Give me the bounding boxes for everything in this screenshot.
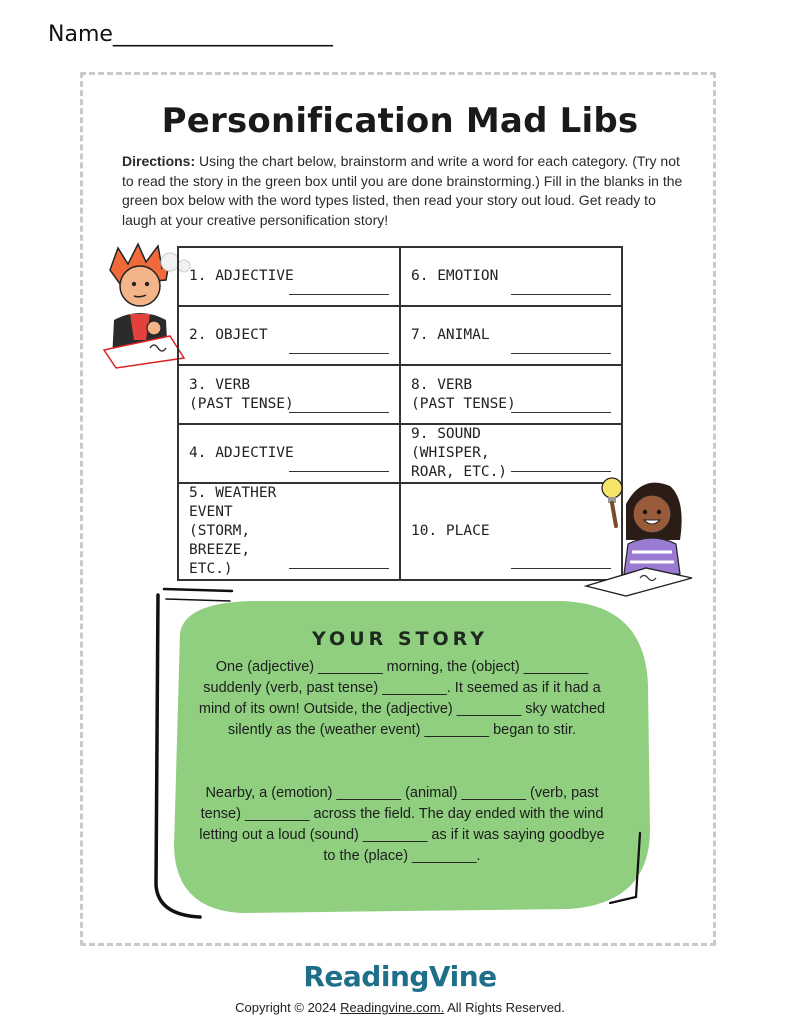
answer-blank-line [289,353,389,354]
readingvine-logo: ReadingVine [303,960,497,993]
chart-cell-label: 2. OBJECT [189,327,268,343]
girl-idea-illustration [582,470,700,598]
chart-cell-adjective-2[interactable] [178,424,400,483]
story-paragraph-1: One (adjective) ________ morning, the (object) ________ suddenly (verb, past tense) ________. It seemed as if it had a mind of its own! Outside, the (adjective) ________ sky watched silently as the (weather event) ________ began to stir. [198,659,606,738]
answer-blank-line [289,471,389,472]
chart-row [178,483,622,580]
chart-cell-label: 9. SOUND (WHISPER, ROAR, ETC.) [411,426,508,480]
chart-cell-label: 1. ADJECTIVE [189,268,294,284]
worksheet-title: Personification Mad Libs [161,101,639,141]
chart-cell-object[interactable] [178,306,400,365]
chart-cell-adjective-1[interactable] [178,247,400,306]
chart-row [178,365,622,424]
chart-row [178,424,622,483]
name-field-label: Name____________________ [48,22,333,47]
copyright-suffix: All Rights Reserved. [444,1000,565,1015]
directions-text [122,152,692,230]
directions-body: Using the chart below, brainstorm and write a word for each category. (Try not to read the story in the green box until you are done brainstorming.) Fill in the blanks in the green box below with the word types listed, then read your story out loud. Get ready to laugh at your creative personification story! [122,153,683,228]
chart-cell-animal[interactable] [400,306,622,365]
readingvine-link[interactable]: Readingvine.com. [340,1000,445,1015]
chart-cell-label: 6. EMOTION [411,268,499,284]
brainstorm-chart [177,246,623,581]
chart-cell-label: 3. VERB (PAST TENSE) [189,376,294,412]
answer-blank-line [511,294,611,295]
story-title: YOUR STORY [311,628,489,650]
answer-blank-line [289,568,389,569]
answer-blank-line [289,412,389,413]
chart-cell-label: 5. WEATHER EVENT (STORM, BREEZE, ETC.) [189,485,277,577]
chart-cell-emotion[interactable] [400,247,622,306]
chart-cell-verb-past-1[interactable] [178,365,400,424]
chart-cell-label: 4. ADJECTIVE [189,445,294,461]
story-paragraph-2: Nearby, a (emotion) ________ (animal) ________ (verb, past tense) ________ across the field. The day ended with the wind letting out a loud (sound) ________ as if it was saying goodbye to the (place) ________. [199,785,605,864]
directions-label: Directions: [122,153,196,169]
chart-cell-label: 7. ANIMAL [411,327,490,343]
answer-blank-line [511,353,611,354]
chart-cell-verb-past-2[interactable] [400,365,622,424]
answer-blank-line [289,294,389,295]
answer-blank-line [511,412,611,413]
chart-row [178,306,622,365]
chart-cell-label: 8. VERB (PAST TENSE) [411,376,516,412]
copyright-prefix: Copyright © 2024 [235,1000,341,1015]
chart-row [178,247,622,306]
chart-cell-weather-event[interactable] [178,483,400,580]
chart-cell-label: 10. PLACE [411,523,490,539]
copyright-notice [0,1000,800,1015]
